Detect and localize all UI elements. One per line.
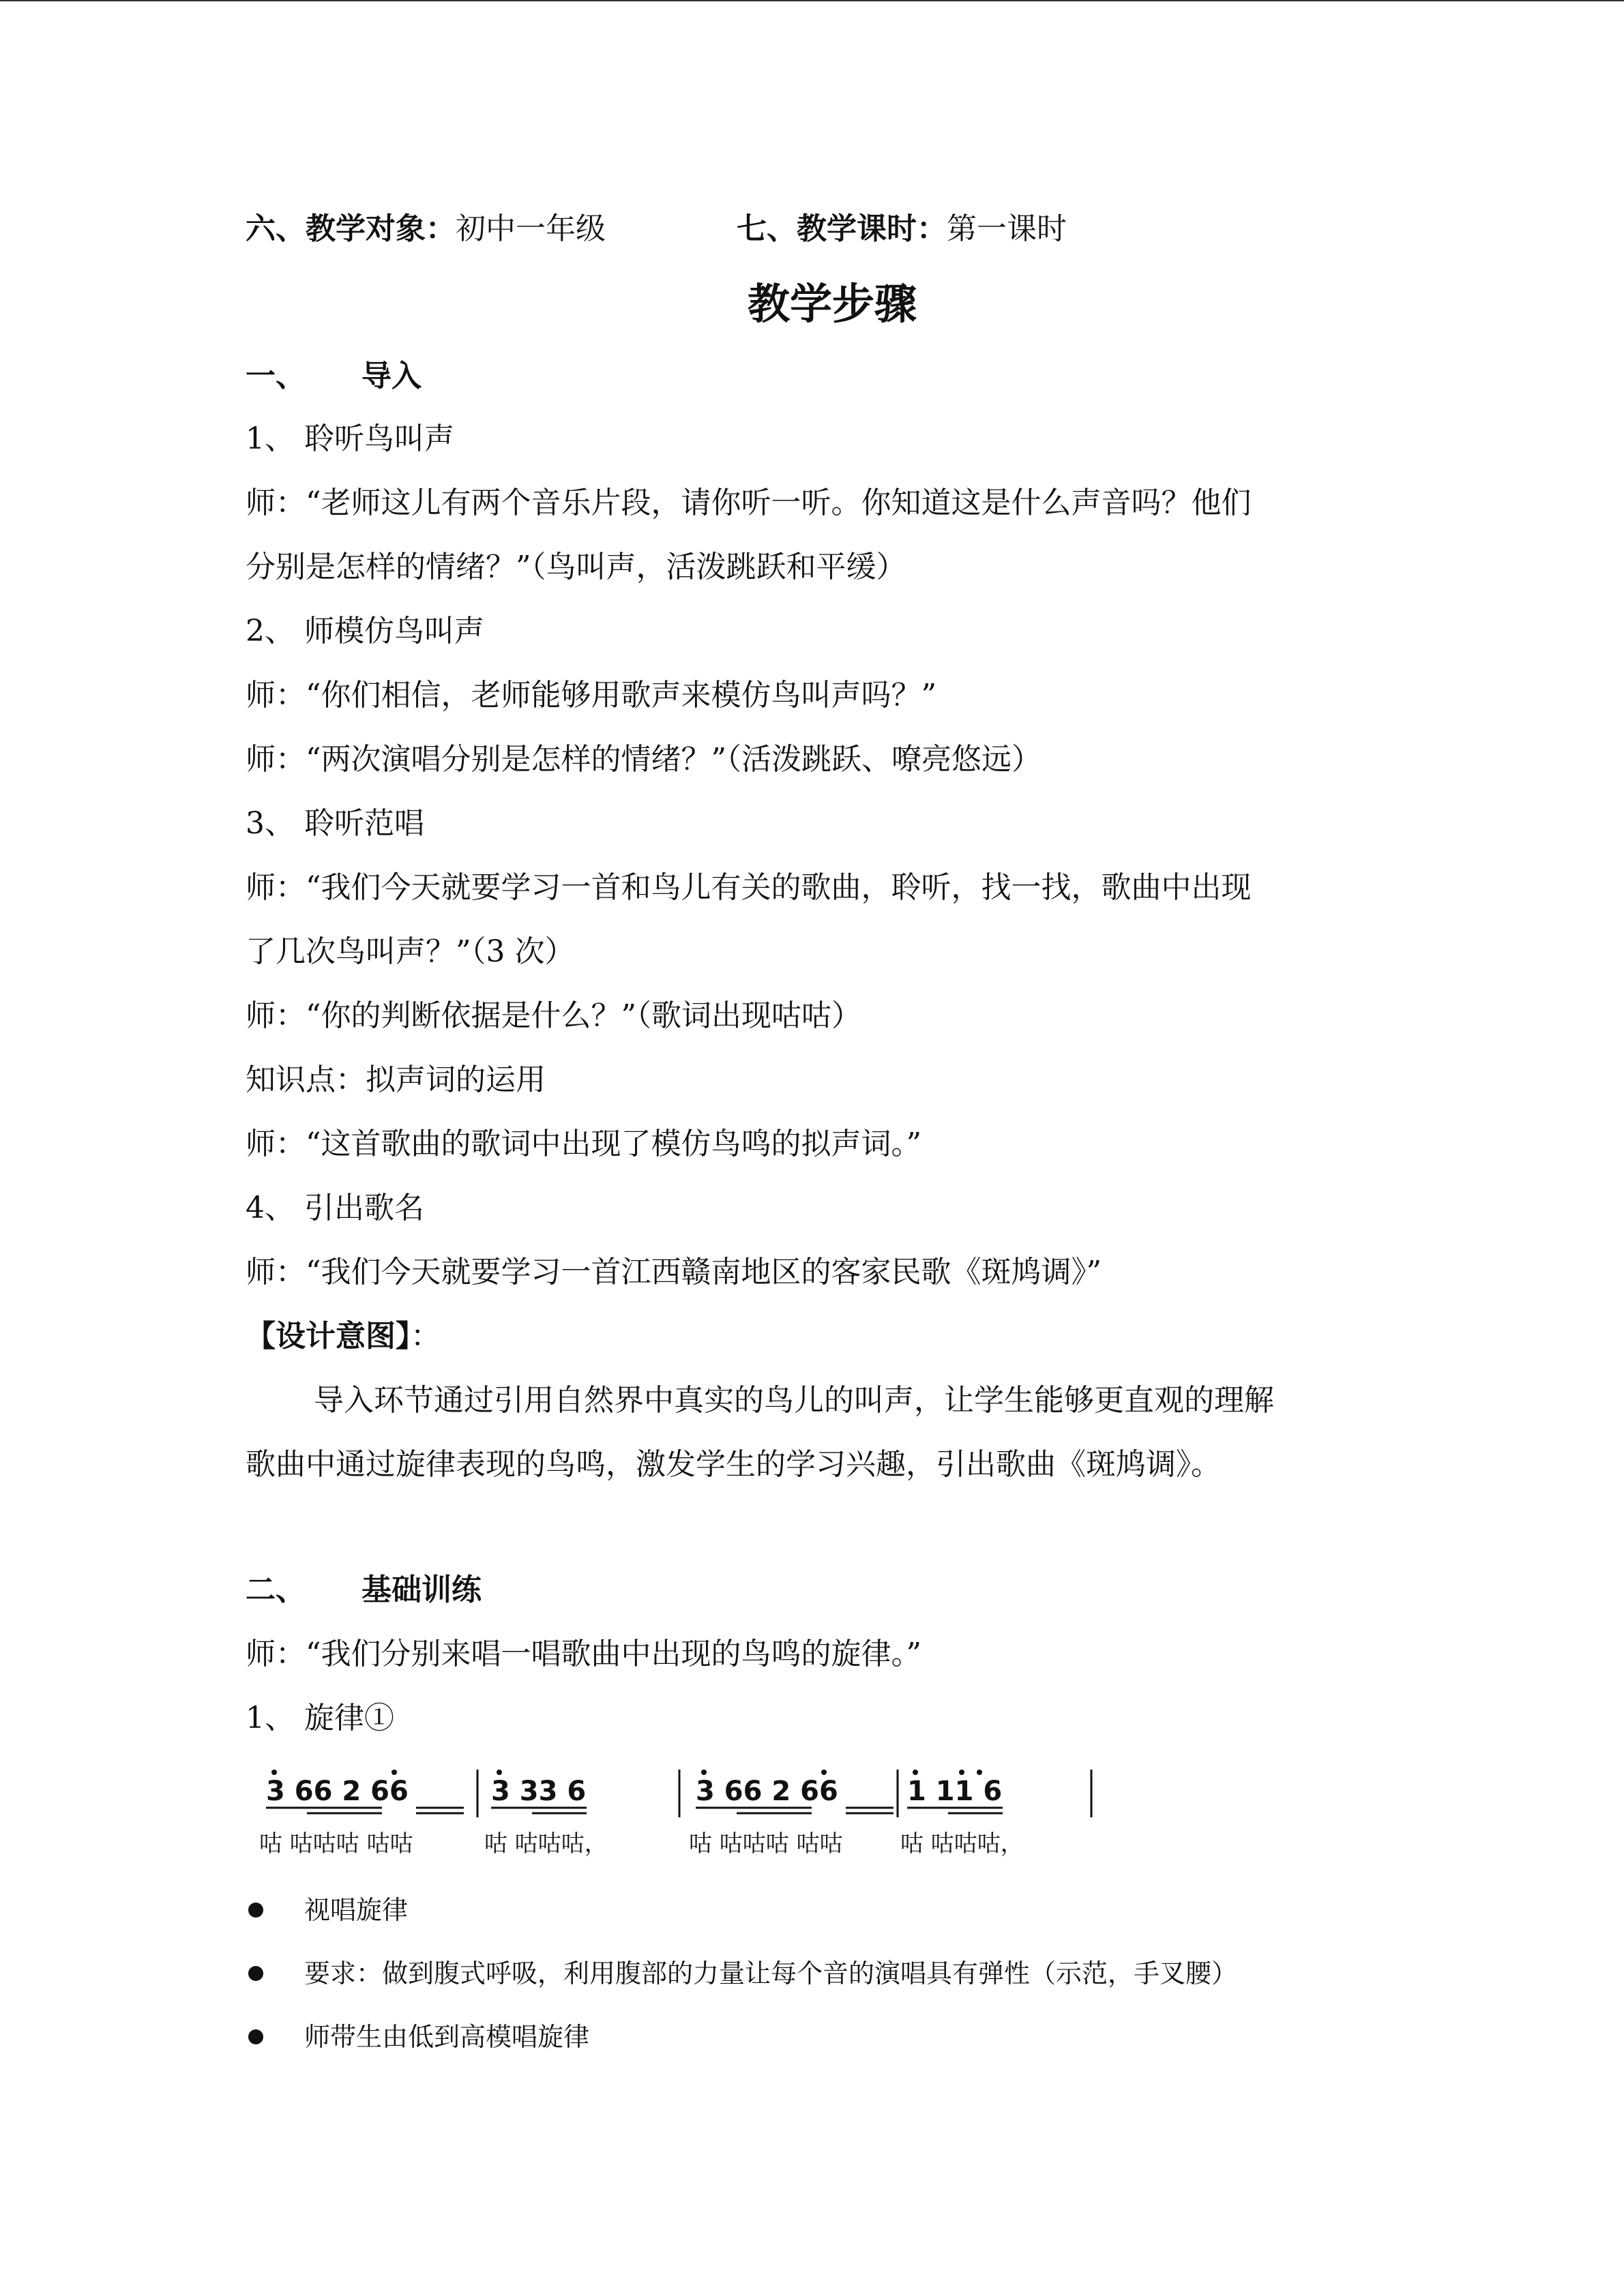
design-intent-colon: ： xyxy=(411,1319,441,1354)
bullet-dot xyxy=(248,1903,263,1918)
notation-measure-2: 3 33 6 xyxy=(491,1776,587,1807)
teaching-hours-line xyxy=(737,209,1067,250)
paragraph: 分别是怎样的情绪？”（鸟叫声，活泼跳跃和平缓） xyxy=(246,550,906,584)
bullet-dot xyxy=(248,2029,263,2044)
item-listen-bird: 1、 聆听鸟叫声 xyxy=(246,421,454,456)
section2-heading: 基础训练 xyxy=(361,1572,482,1607)
teaching-object-line xyxy=(246,209,606,250)
bullet-item: 视唱旋律 xyxy=(304,1895,409,1925)
bullet-item: 师带生由低到高模唱旋律 xyxy=(304,2022,590,2052)
item-imitate-bird: 2、 师模仿鸟叫声 xyxy=(246,614,484,648)
design-intent-text: 导入环节通过引用自然界中真实的鸟儿的叫声，让学生能够更直观的理解 xyxy=(314,1383,1274,1418)
paragraph: 师：“两次演唱分别是怎样的情绪？”（活泼跳跃、嘹亮悠远） xyxy=(246,742,1042,777)
item-listen-sample: 3、 聆听范唱 xyxy=(246,806,424,841)
notation-lyrics-2: 咕 咕咕咕， xyxy=(484,1830,608,1858)
paragraph: 师：“我们今天就要学习一首江西赣南地区的客家民歌《斑鸠调》” xyxy=(246,1255,1102,1289)
teaching-object-value: 初中一年级 xyxy=(456,211,606,246)
notation-measure-4: 1 11 6 xyxy=(907,1776,1003,1807)
design-intent-heading xyxy=(246,1316,441,1357)
bullet-dot xyxy=(248,1966,263,1981)
paragraph: 师：“老师这儿有两个音乐片段，请你听一听。你知道这是什么声音吗？他们 xyxy=(246,486,1252,520)
section2-number: 二、 xyxy=(246,1572,306,1607)
paragraph: 师：“你们相信，老师能够用歌声来模仿鸟叫声吗？” xyxy=(246,678,936,713)
notation-lyrics-4: 咕 咕咕咕， xyxy=(900,1830,1024,1858)
section1-number: 一、 xyxy=(246,359,306,393)
paragraph: 了几次鸟叫声？”（3 次） xyxy=(246,934,575,969)
page-top-border xyxy=(0,0,1624,1)
teaching-hours-label: 七、教学课时： xyxy=(737,211,947,246)
knowledge-point: 知识点：拟声词的运用 xyxy=(246,1062,546,1097)
bullet-item: 要求：做到腹式呼吸，利用腹部的力量让每个音的演唱具有弹性（示范，手叉腰） xyxy=(304,1958,1238,1988)
item-song-title: 4、 引出歌名 xyxy=(246,1191,424,1225)
paragraph: 师：“你的判断依据是什么？”（歌词出现咕咕） xyxy=(246,998,861,1033)
notation-measure-1: 3 66 2 66 xyxy=(266,1776,409,1807)
teaching-object-label: 六、教学对象： xyxy=(246,211,456,246)
notation-measure-3: 3 66 2 66 xyxy=(696,1776,838,1807)
design-intent-text: 歌曲中通过旋律表现的鸟鸣，激发学生的学习兴趣，引出歌曲《斑鸠调》。 xyxy=(246,1447,1221,1482)
item-melody-1: 1、 旋律① xyxy=(246,1701,394,1735)
page-title: 教学步骤 xyxy=(748,279,917,329)
design-intent-label: 【设计意图】 xyxy=(246,1319,411,1354)
numbered-notation xyxy=(246,1763,1132,1872)
paragraph: 师：“这首歌曲的歌词中出现了模仿鸟鸣的拟声词。” xyxy=(246,1127,921,1161)
notation-lyrics-1: 咕 咕咕咕 咕咕 xyxy=(259,1830,413,1858)
paragraph: 师：“我们今天就要学习一首和鸟儿有关的歌曲，聆听，找一找，歌曲中出现 xyxy=(246,870,1252,905)
paragraph: 师：“我们分别来唱一唱歌曲中出现的鸟鸣的旋律。” xyxy=(246,1637,921,1671)
teaching-hours-value: 第一课时 xyxy=(947,211,1067,246)
notation-lyrics-3: 咕 咕咕咕 咕咕 xyxy=(689,1830,843,1858)
section1-heading: 导入 xyxy=(361,359,422,393)
